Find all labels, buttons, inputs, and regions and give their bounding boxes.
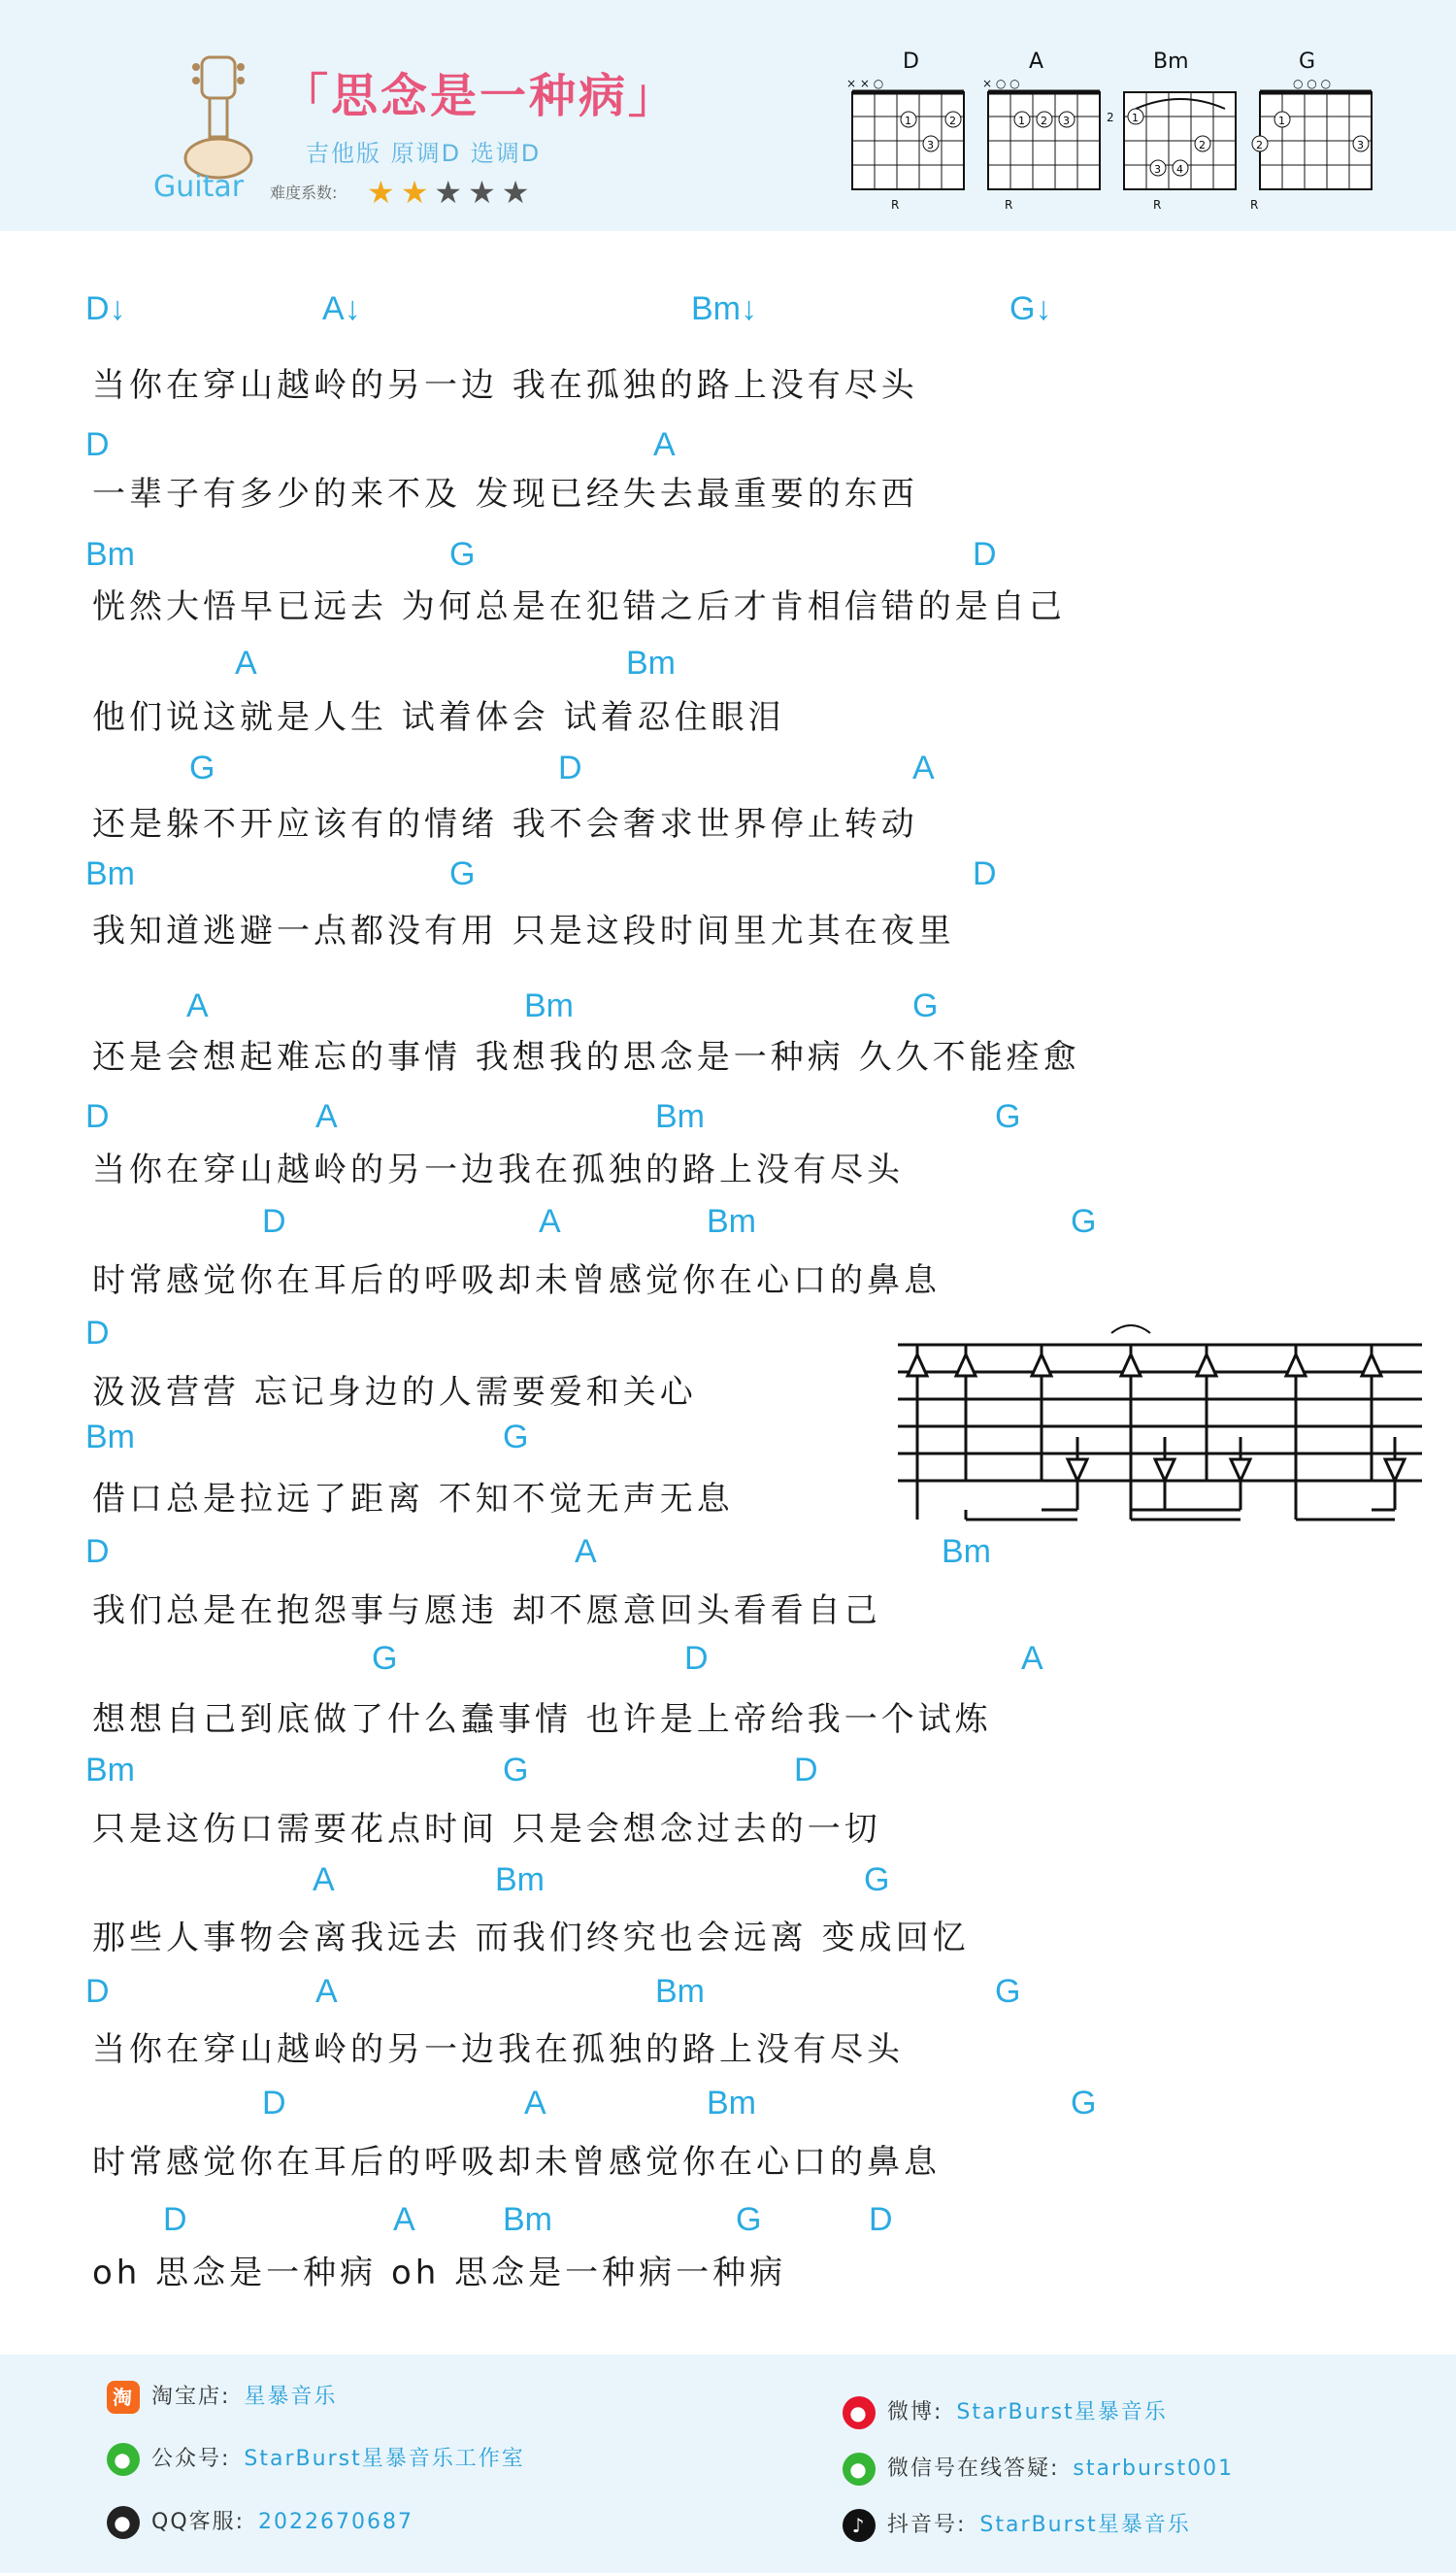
chord-label: G↓ <box>1009 290 1052 327</box>
douyin-value: StarBurst星暴音乐 <box>979 2513 1191 2537</box>
difficulty-stars <box>367 174 536 211</box>
chord-label: Bm <box>85 1419 135 1455</box>
weibo-icon: ● <box>843 2396 876 2429</box>
chord-label: G <box>995 1973 1021 2010</box>
song-title: 「思念是一种病」 <box>281 69 678 123</box>
chord-label: Bm <box>655 1098 705 1135</box>
svg-text:R: R <box>891 198 900 212</box>
chord-diagrams <box>843 39 1386 214</box>
chord-label: Bm <box>524 987 574 1024</box>
svg-text:3: 3 <box>1063 115 1070 127</box>
lyric-line: 借口总是拉远了距离 不知不觉无声无息 <box>92 1480 734 1519</box>
chord-label: Bm <box>655 1973 705 2010</box>
svg-text:3: 3 <box>1357 139 1364 151</box>
strumming-pattern <box>898 1316 1422 1539</box>
chord-label: A <box>1021 1640 1043 1677</box>
chord-label: Bm <box>707 1203 756 1240</box>
lyric-line: 那些人事物会离我远去 而我们终究也会远离 变成回忆 <box>92 1919 970 1957</box>
chord-diagram-a <box>982 50 1100 212</box>
chord-label: A <box>539 1203 561 1240</box>
chord-label: D <box>973 536 997 573</box>
qq-label: QQ客服: <box>151 2510 246 2534</box>
chord-label: D <box>973 855 997 892</box>
chord-label: A <box>653 426 676 463</box>
douyin-label: 抖音号: <box>887 2513 967 2537</box>
chord-label: D <box>85 426 110 463</box>
wechat-qa-value: starburst001 <box>1073 2456 1235 2481</box>
svg-text:× × ○: × × ○ <box>846 77 884 90</box>
wechat-public-info <box>107 2442 525 2476</box>
lyric-line: 还是会想起难忘的事情 我想我的思念是一种病 久久不能痊愈 <box>92 1038 1080 1077</box>
chord-diagram-bm <box>1107 50 1236 212</box>
chord-label: G <box>449 855 476 892</box>
taobao-icon: 淘 <box>107 2381 140 2414</box>
lyric-line: 当你在穿山越岭的另一边 我在孤独的路上没有尽头 <box>92 366 918 405</box>
chord-name: Bm <box>1153 50 1189 74</box>
svg-text:3: 3 <box>927 139 934 151</box>
chord-label: G <box>1071 1203 1097 1240</box>
chord-label: Bm <box>503 2201 552 2238</box>
chord-label: A <box>912 750 935 786</box>
svg-text:R: R <box>1005 198 1013 212</box>
lyric-line: 当你在穿山越岭的另一边我在孤独的路上没有尽头 <box>92 2030 904 2069</box>
chord-label: G <box>503 1752 529 1788</box>
star-icon: ★ <box>501 174 536 211</box>
weibo-info <box>843 2395 1168 2429</box>
chord-label: D <box>869 2201 893 2238</box>
chord-label: A <box>313 1861 335 1898</box>
chord-label: G <box>912 987 939 1024</box>
chord-label: D <box>684 1640 709 1677</box>
lyric-line: 想想自己到底做了什么蠢事情 也许是上帝给我一个试炼 <box>92 1700 992 1739</box>
star-icon: ★ <box>400 174 435 211</box>
lyric-line: 我知道逃避一点都没有用 只是这段时间里尤其在夜里 <box>92 912 955 951</box>
chord-label: G <box>864 1861 890 1898</box>
chord-label: D <box>794 1752 818 1788</box>
lyric-line: 时常感觉你在耳后的呼吸却未曾感觉你在心口的鼻息 <box>92 1261 941 1300</box>
header <box>0 0 1456 231</box>
chord-label: Bm <box>942 1533 991 1570</box>
svg-text:2: 2 <box>1256 139 1263 151</box>
chord-label: G <box>372 1640 398 1677</box>
svg-text:× ○ ○: × ○ ○ <box>982 77 1020 90</box>
chord-label: A <box>315 1973 338 2010</box>
chord-diagram-d <box>846 50 964 212</box>
star-icon: ★ <box>367 174 401 211</box>
lyric-line: 一辈子有多少的来不及 发现已经失去最重要的东西 <box>92 475 918 514</box>
chord-label: G <box>189 750 215 786</box>
lyric-line: 汲汲营营 忘记身边的人需要爱和关心 <box>92 1373 697 1412</box>
chord-diagram-g <box>1250 50 1372 212</box>
guitar-icon <box>175 53 262 180</box>
lyric-line: 当你在穿山越岭的另一边我在孤独的路上没有尽头 <box>92 1151 904 1189</box>
chord-label: D <box>85 1098 110 1135</box>
svg-text:1: 1 <box>1132 112 1139 124</box>
chord-label: Bm↓ <box>691 290 757 327</box>
chord-label: G <box>449 536 476 573</box>
douyin-info <box>843 2508 1191 2542</box>
chord-label: D <box>85 1973 110 2010</box>
chord-label: D <box>85 1315 110 1352</box>
difficulty-label: 难度系数: <box>270 184 338 202</box>
chord-label: D <box>163 2201 187 2238</box>
chord-label: D <box>558 750 582 786</box>
svg-text:2: 2 <box>1199 139 1206 151</box>
chord-label: G <box>1071 2085 1097 2122</box>
wechat-icon: ● <box>107 2443 140 2476</box>
chord-label: Bm <box>85 536 135 573</box>
qq-info <box>107 2505 414 2539</box>
chord-label: A <box>186 987 209 1024</box>
lyric-line: oh 思念是一种病 oh 思念是一种病一种病 <box>92 2254 787 2292</box>
chord-label: D <box>262 1203 286 1240</box>
svg-text:3: 3 <box>1154 163 1161 176</box>
wechat-qa-label: 微信号在线答疑: <box>887 2456 1060 2481</box>
lyric-line: 恍然大悟早已远去 为何总是在犯错之后才肯相信错的是自己 <box>92 587 1066 626</box>
chord-label: A <box>524 2085 546 2122</box>
wechat-qa-info <box>843 2452 1234 2486</box>
svg-text:2: 2 <box>949 115 956 127</box>
lyric-line: 我们总是在抱怨事与愿违 却不愿意回头看看自己 <box>92 1591 881 1630</box>
svg-text:1: 1 <box>1018 115 1025 127</box>
chord-name: G <box>1299 50 1316 74</box>
svg-text:2: 2 <box>1107 111 1114 124</box>
svg-text:○ ○ ○: ○ ○ ○ <box>1293 77 1332 90</box>
chord-label: A <box>575 1533 597 1570</box>
star-icon: ★ <box>434 174 469 211</box>
chord-label: Bm <box>85 1752 135 1788</box>
lyric-line: 还是躲不开应该有的情绪 我不会奢求世界停止转动 <box>92 805 918 844</box>
lyric-line: 他们说这就是人生 试着体会 试着忍住眼泪 <box>92 698 785 737</box>
chord-label: G <box>995 1098 1021 1135</box>
lyric-line: 只是这伤口需要花点时间 只是会想念过去的一切 <box>92 1810 881 1849</box>
weibo-value: StarBurst星暴音乐 <box>956 2400 1168 2424</box>
svg-text:4: 4 <box>1176 163 1183 176</box>
wechat-public-label: 公众号: <box>151 2447 231 2471</box>
lyric-line: 时常感觉你在耳后的呼吸却未曾感觉你在心口的鼻息 <box>92 2143 941 2182</box>
douyin-icon: ♪ <box>843 2509 876 2542</box>
svg-text:2: 2 <box>1041 115 1047 127</box>
svg-text:1: 1 <box>1278 115 1285 127</box>
qq-value: 2022670687 <box>258 2510 414 2534</box>
chord-label: D <box>262 2085 286 2122</box>
chord-label: Bm <box>707 2085 756 2122</box>
taobao-info <box>107 2380 337 2414</box>
chord-label: A <box>393 2201 415 2238</box>
taobao-value: 星暴音乐 <box>244 2385 338 2409</box>
chord-label: A <box>235 645 257 682</box>
chord-name: A <box>1029 50 1044 74</box>
svg-text:R: R <box>1250 198 1259 212</box>
wechat-icon: ● <box>843 2453 876 2486</box>
taobao-label: 淘宝店: <box>151 2385 231 2409</box>
chord-name: D <box>903 50 919 74</box>
chord-label: A↓ <box>322 290 361 327</box>
qq-icon: ● <box>107 2506 140 2539</box>
chord-label: D↓ <box>85 290 126 327</box>
chord-label: G <box>503 1419 529 1455</box>
svg-text:R: R <box>1153 198 1162 212</box>
chord-label: Bm <box>495 1861 545 1898</box>
song-subtitle: 吉他版 原调D 选调D <box>306 140 542 167</box>
chord-label: D <box>85 1533 110 1570</box>
svg-text:1: 1 <box>905 115 911 127</box>
footer <box>0 2355 1456 2573</box>
chord-label: A <box>315 1098 338 1135</box>
guitar-label: Guitar <box>153 170 245 204</box>
star-icon: ★ <box>468 174 502 211</box>
wechat-public-value: StarBurst星暴音乐工作室 <box>244 2447 525 2471</box>
chord-label: Bm <box>85 855 135 892</box>
chord-label: Bm <box>626 645 676 682</box>
chord-label: G <box>736 2201 762 2238</box>
weibo-label: 微博: <box>887 2400 943 2424</box>
